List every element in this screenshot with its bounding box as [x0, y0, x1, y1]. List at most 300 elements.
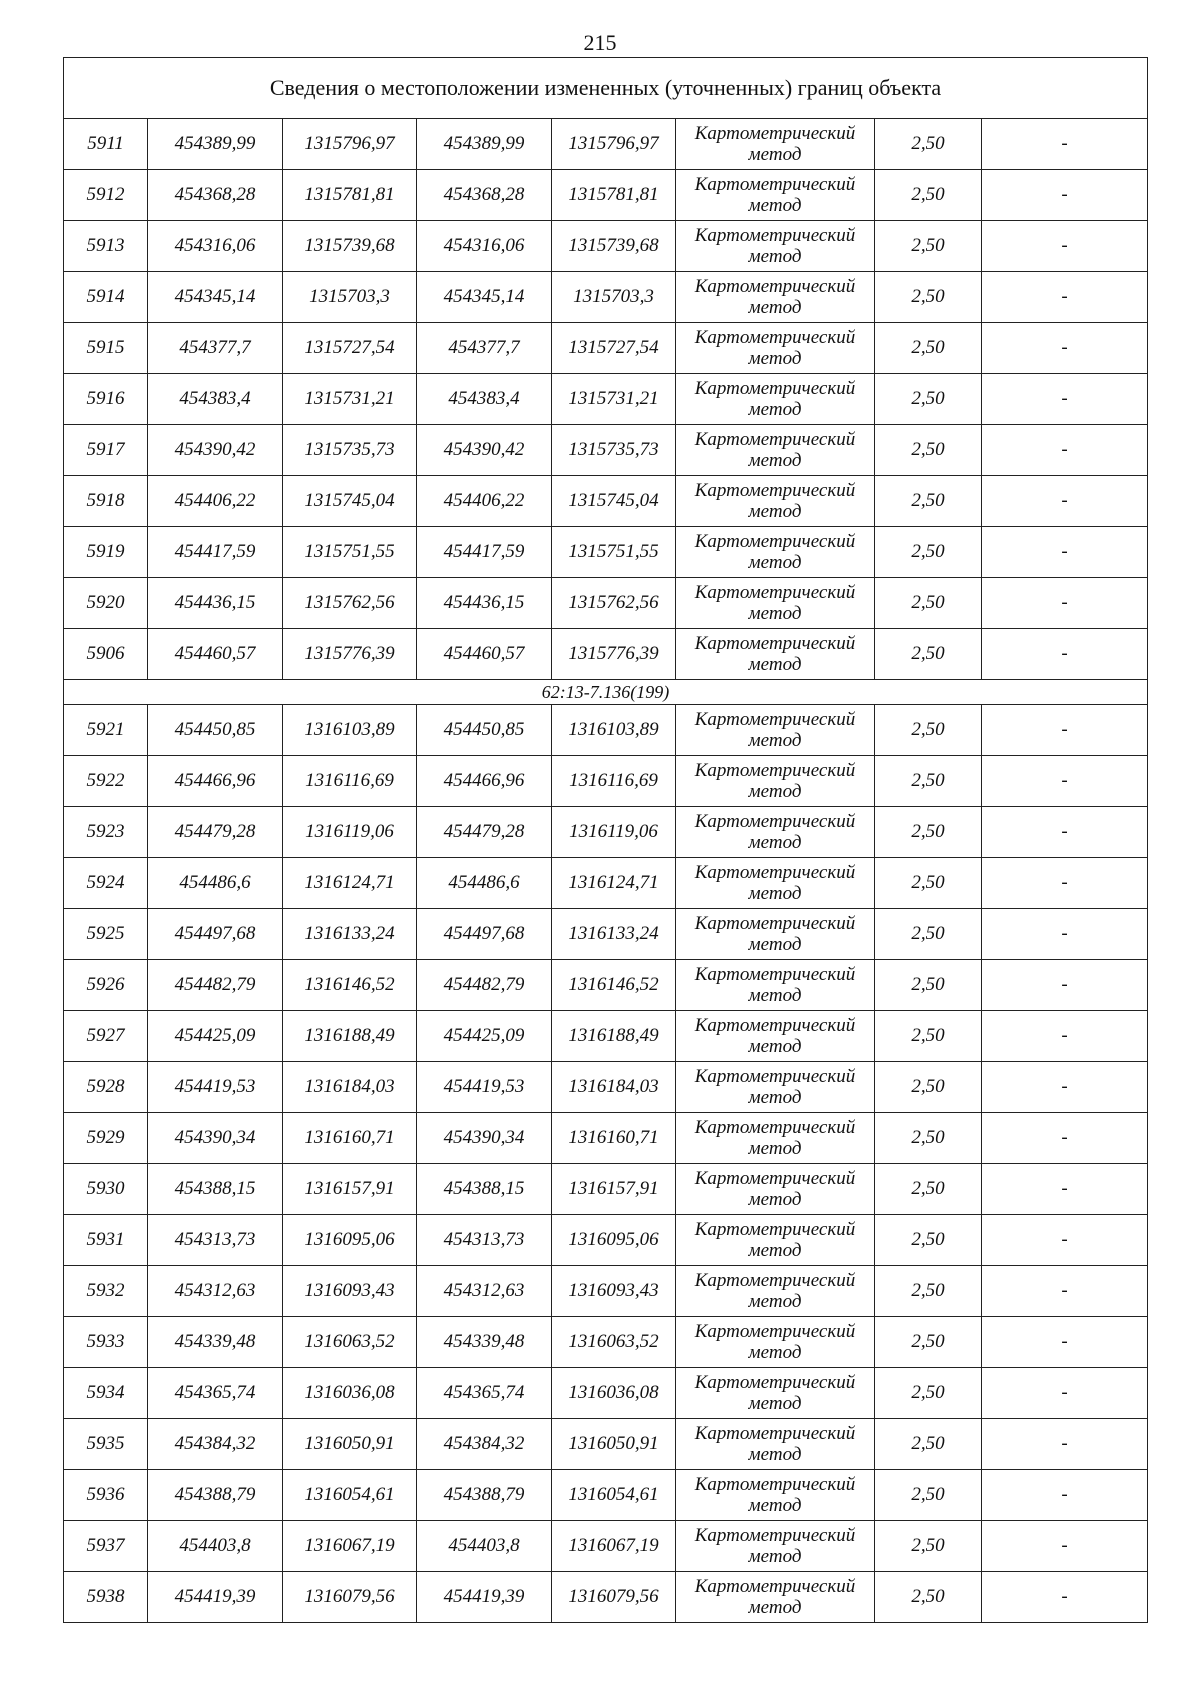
y-coordinate-refined-cell: 1315776,39 — [552, 629, 676, 680]
method-line-2: метод — [748, 730, 802, 751]
point-number-cell: 5911 — [64, 119, 148, 170]
method-line-1: Картометрический — [694, 1576, 856, 1597]
method-cell — [676, 1470, 875, 1521]
method-line-1: Картометрический — [694, 811, 856, 832]
method-line-2: метод — [748, 883, 802, 904]
note-cell: - — [982, 1215, 1148, 1266]
accuracy-cell: 2,50 — [875, 1521, 982, 1572]
accuracy-cell: 2,50 — [875, 1215, 982, 1266]
y-coordinate-existing-cell: 1316160,71 — [283, 1113, 417, 1164]
point-number-cell: 5928 — [64, 1062, 148, 1113]
method-line-1: Картометрический — [694, 709, 856, 730]
x-coordinate-refined-cell: 454388,15 — [417, 1164, 552, 1215]
accuracy-cell: 2,50 — [875, 527, 982, 578]
note-cell: - — [982, 1317, 1148, 1368]
method-line-1: Картометрический — [694, 913, 856, 934]
x-coordinate-refined-cell: 454486,6 — [417, 858, 552, 909]
note-cell: - — [982, 1062, 1148, 1113]
x-coordinate-existing-cell: 454497,68 — [148, 909, 283, 960]
y-coordinate-existing-cell: 1316124,71 — [283, 858, 417, 909]
note-cell: - — [982, 272, 1148, 323]
method-line-1: Картометрический — [694, 378, 856, 399]
point-number-cell: 5916 — [64, 374, 148, 425]
table-row — [64, 1062, 1148, 1113]
method-cell — [676, 1266, 875, 1317]
method-cell — [676, 909, 875, 960]
y-coordinate-existing-cell: 1315762,56 — [283, 578, 417, 629]
method-line-1: Картометрический — [694, 1270, 856, 1291]
y-coordinate-refined-cell: 1316079,56 — [552, 1572, 676, 1623]
accuracy-cell: 2,50 — [875, 1266, 982, 1317]
x-coordinate-existing-cell: 454345,14 — [148, 272, 283, 323]
point-number-cell: 5914 — [64, 272, 148, 323]
method-cell — [676, 578, 875, 629]
method-line-1: Картометрический — [694, 1066, 856, 1087]
table-row — [64, 1368, 1148, 1419]
note-cell: - — [982, 425, 1148, 476]
x-coordinate-existing-cell: 454389,99 — [148, 119, 283, 170]
accuracy-cell: 2,50 — [875, 119, 982, 170]
table-row — [64, 170, 1148, 221]
y-coordinate-existing-cell: 1316036,08 — [283, 1368, 417, 1419]
table-row — [64, 578, 1148, 629]
table-row — [64, 1470, 1148, 1521]
x-coordinate-existing-cell: 454388,79 — [148, 1470, 283, 1521]
method-cell — [676, 323, 875, 374]
point-number-cell: 5906 — [64, 629, 148, 680]
accuracy-cell: 2,50 — [875, 1011, 982, 1062]
y-coordinate-refined-cell: 1316184,03 — [552, 1062, 676, 1113]
table-row — [64, 323, 1148, 374]
method-cell — [676, 476, 875, 527]
method-line-2: метод — [748, 246, 802, 267]
method-line-2: метод — [748, 781, 802, 802]
accuracy-cell: 2,50 — [875, 1062, 982, 1113]
accuracy-cell: 2,50 — [875, 629, 982, 680]
method-cell — [676, 960, 875, 1011]
method-line-2: метод — [748, 1291, 802, 1312]
method-line-2: метод — [748, 603, 802, 624]
y-coordinate-existing-cell: 1315776,39 — [283, 629, 417, 680]
accuracy-cell: 2,50 — [875, 705, 982, 756]
y-coordinate-existing-cell: 1316050,91 — [283, 1419, 417, 1470]
method-line-1: Картометрический — [694, 582, 856, 603]
table-row — [64, 425, 1148, 476]
table-row — [64, 272, 1148, 323]
x-coordinate-existing-cell: 454403,8 — [148, 1521, 283, 1572]
method-line-1: Картометрический — [694, 1015, 856, 1036]
point-number-cell: 5927 — [64, 1011, 148, 1062]
table-row — [64, 807, 1148, 858]
y-coordinate-refined-cell: 1316160,71 — [552, 1113, 676, 1164]
accuracy-cell: 2,50 — [875, 807, 982, 858]
x-coordinate-refined-cell: 454313,73 — [417, 1215, 552, 1266]
y-coordinate-refined-cell: 1316119,06 — [552, 807, 676, 858]
y-coordinate-existing-cell: 1316184,03 — [283, 1062, 417, 1113]
method-line-1: Картометрический — [694, 123, 856, 144]
note-cell: - — [982, 1164, 1148, 1215]
point-number-cell: 5934 — [64, 1368, 148, 1419]
x-coordinate-refined-cell: 454384,32 — [417, 1419, 552, 1470]
method-line-1: Картометрический — [694, 276, 856, 297]
note-cell: - — [982, 629, 1148, 680]
x-coordinate-existing-cell: 454383,4 — [148, 374, 283, 425]
table-row — [64, 1011, 1148, 1062]
method-cell — [676, 1419, 875, 1470]
method-line-2: метод — [748, 348, 802, 369]
y-coordinate-refined-cell: 1316146,52 — [552, 960, 676, 1011]
y-coordinate-refined-cell: 1316063,52 — [552, 1317, 676, 1368]
point-number-cell: 5924 — [64, 858, 148, 909]
point-number-cell: 5913 — [64, 221, 148, 272]
method-line-2: метод — [748, 1342, 802, 1363]
y-coordinate-existing-cell: 1316188,49 — [283, 1011, 417, 1062]
method-line-1: Картометрический — [694, 1525, 856, 1546]
point-number-cell: 5938 — [64, 1572, 148, 1623]
x-coordinate-existing-cell: 454390,42 — [148, 425, 283, 476]
point-number-cell: 5921 — [64, 705, 148, 756]
x-coordinate-existing-cell: 454450,85 — [148, 705, 283, 756]
note-cell: - — [982, 1113, 1148, 1164]
method-line-2: метод — [748, 1597, 802, 1618]
accuracy-cell: 2,50 — [875, 323, 982, 374]
accuracy-cell: 2,50 — [875, 1572, 982, 1623]
method-cell — [676, 527, 875, 578]
accuracy-cell: 2,50 — [875, 425, 982, 476]
x-coordinate-refined-cell: 454368,28 — [417, 170, 552, 221]
method-line-2: метод — [748, 1138, 802, 1159]
point-number-cell: 5917 — [64, 425, 148, 476]
table-row — [64, 221, 1148, 272]
point-number-cell: 5920 — [64, 578, 148, 629]
accuracy-cell: 2,50 — [875, 476, 982, 527]
method-line-2: метод — [748, 654, 802, 675]
x-coordinate-refined-cell: 454419,39 — [417, 1572, 552, 1623]
method-line-1: Картометрический — [694, 1117, 856, 1138]
x-coordinate-refined-cell: 454466,96 — [417, 756, 552, 807]
note-cell: - — [982, 858, 1148, 909]
y-coordinate-refined-cell: 1316093,43 — [552, 1266, 676, 1317]
method-line-2: метод — [748, 934, 802, 955]
accuracy-cell: 2,50 — [875, 1419, 982, 1470]
method-line-2: метод — [748, 1495, 802, 1516]
x-coordinate-existing-cell: 454313,73 — [148, 1215, 283, 1266]
y-coordinate-refined-cell: 1316054,61 — [552, 1470, 676, 1521]
method-cell — [676, 1062, 875, 1113]
note-cell: - — [982, 527, 1148, 578]
method-cell — [676, 221, 875, 272]
y-coordinate-refined-cell: 1316133,24 — [552, 909, 676, 960]
y-coordinate-existing-cell: 1316095,06 — [283, 1215, 417, 1266]
method-cell — [676, 1368, 875, 1419]
y-coordinate-existing-cell: 1316119,06 — [283, 807, 417, 858]
x-coordinate-refined-cell: 454450,85 — [417, 705, 552, 756]
x-coordinate-refined-cell: 454339,48 — [417, 1317, 552, 1368]
x-coordinate-refined-cell: 454479,28 — [417, 807, 552, 858]
y-coordinate-refined-cell: 1315703,3 — [552, 272, 676, 323]
x-coordinate-existing-cell: 454417,59 — [148, 527, 283, 578]
x-coordinate-refined-cell: 454417,59 — [417, 527, 552, 578]
method-line-2: метод — [748, 195, 802, 216]
table-row — [64, 374, 1148, 425]
method-line-1: Картометрический — [694, 1168, 856, 1189]
y-coordinate-existing-cell: 1315739,68 — [283, 221, 417, 272]
y-coordinate-refined-cell: 1316050,91 — [552, 1419, 676, 1470]
y-coordinate-refined-cell: 1316036,08 — [552, 1368, 676, 1419]
method-line-2: метод — [748, 399, 802, 420]
method-line-1: Картометрический — [694, 1219, 856, 1240]
y-coordinate-existing-cell: 1316067,19 — [283, 1521, 417, 1572]
method-line-1: Картометрический — [694, 760, 856, 781]
table-row — [64, 1572, 1148, 1623]
x-coordinate-existing-cell: 454482,79 — [148, 960, 283, 1011]
x-coordinate-existing-cell: 454368,28 — [148, 170, 283, 221]
x-coordinate-existing-cell: 454339,48 — [148, 1317, 283, 1368]
x-coordinate-existing-cell: 454425,09 — [148, 1011, 283, 1062]
method-line-2: метод — [748, 552, 802, 573]
method-line-1: Картометрический — [694, 531, 856, 552]
accuracy-cell: 2,50 — [875, 272, 982, 323]
x-coordinate-refined-cell: 454388,79 — [417, 1470, 552, 1521]
table-body — [64, 58, 1148, 1623]
y-coordinate-existing-cell: 1316116,69 — [283, 756, 417, 807]
method-line-2: метод — [748, 1444, 802, 1465]
table-row — [64, 1113, 1148, 1164]
note-cell: - — [982, 960, 1148, 1011]
y-coordinate-existing-cell: 1315751,55 — [283, 527, 417, 578]
accuracy-cell: 2,50 — [875, 1368, 982, 1419]
x-coordinate-refined-cell: 454345,14 — [417, 272, 552, 323]
method-cell — [676, 629, 875, 680]
note-cell: - — [982, 1572, 1148, 1623]
page-number: 215 — [583, 30, 617, 55]
y-coordinate-existing-cell: 1315727,54 — [283, 323, 417, 374]
accuracy-cell: 2,50 — [875, 909, 982, 960]
method-line-2: метод — [748, 1036, 802, 1057]
method-line-2: метод — [748, 832, 802, 853]
table-row — [64, 119, 1148, 170]
method-line-2: метод — [748, 1393, 802, 1414]
x-coordinate-refined-cell: 454497,68 — [417, 909, 552, 960]
note-cell: - — [982, 1011, 1148, 1062]
method-line-2: метод — [748, 985, 802, 1006]
y-coordinate-refined-cell: 1316188,49 — [552, 1011, 676, 1062]
point-number-cell: 5937 — [64, 1521, 148, 1572]
y-coordinate-existing-cell: 1315781,81 — [283, 170, 417, 221]
y-coordinate-refined-cell: 1315745,04 — [552, 476, 676, 527]
x-coordinate-refined-cell: 454482,79 — [417, 960, 552, 1011]
point-number-cell: 5932 — [64, 1266, 148, 1317]
y-coordinate-existing-cell: 1315703,3 — [283, 272, 417, 323]
y-coordinate-refined-cell: 1315727,54 — [552, 323, 676, 374]
method-line-1: Картометрический — [694, 633, 856, 654]
x-coordinate-refined-cell: 454390,42 — [417, 425, 552, 476]
method-cell — [676, 1521, 875, 1572]
section-label: 62:13-7.136(199) — [64, 680, 1148, 705]
method-line-1: Картометрический — [694, 1372, 856, 1393]
table-row — [64, 960, 1148, 1011]
point-number-cell: 5931 — [64, 1215, 148, 1266]
accuracy-cell: 2,50 — [875, 578, 982, 629]
accuracy-cell: 2,50 — [875, 1317, 982, 1368]
y-coordinate-refined-cell: 1315739,68 — [552, 221, 676, 272]
method-line-1: Картометрический — [694, 1423, 856, 1444]
point-number-cell: 5926 — [64, 960, 148, 1011]
method-line-2: метод — [748, 450, 802, 471]
table-row — [64, 1266, 1148, 1317]
y-coordinate-refined-cell: 1316067,19 — [552, 1521, 676, 1572]
x-coordinate-existing-cell: 454479,28 — [148, 807, 283, 858]
accuracy-cell: 2,50 — [875, 858, 982, 909]
note-cell: - — [982, 119, 1148, 170]
y-coordinate-existing-cell: 1316157,91 — [283, 1164, 417, 1215]
method-cell — [676, 1164, 875, 1215]
method-cell — [676, 119, 875, 170]
note-cell: - — [982, 705, 1148, 756]
y-coordinate-refined-cell: 1316124,71 — [552, 858, 676, 909]
accuracy-cell: 2,50 — [875, 960, 982, 1011]
x-coordinate-existing-cell: 454388,15 — [148, 1164, 283, 1215]
y-coordinate-existing-cell: 1316079,56 — [283, 1572, 417, 1623]
table-row — [64, 1521, 1148, 1572]
method-line-1: Картометрический — [694, 429, 856, 450]
x-coordinate-refined-cell: 454316,06 — [417, 221, 552, 272]
method-cell — [676, 1113, 875, 1164]
note-cell: - — [982, 1266, 1148, 1317]
y-coordinate-refined-cell: 1315731,21 — [552, 374, 676, 425]
y-coordinate-refined-cell: 1315762,56 — [552, 578, 676, 629]
method-line-1: Картометрический — [694, 1474, 856, 1495]
x-coordinate-refined-cell: 454403,8 — [417, 1521, 552, 1572]
table-row — [64, 476, 1148, 527]
point-number-cell: 5922 — [64, 756, 148, 807]
x-coordinate-existing-cell: 454312,63 — [148, 1266, 283, 1317]
method-line-1: Картометрический — [694, 964, 856, 985]
method-line-2: метод — [748, 1087, 802, 1108]
y-coordinate-refined-cell: 1315735,73 — [552, 425, 676, 476]
method-line-2: метод — [748, 1546, 802, 1567]
y-coordinate-refined-cell: 1316103,89 — [552, 705, 676, 756]
y-coordinate-existing-cell: 1316093,43 — [283, 1266, 417, 1317]
x-coordinate-refined-cell: 454365,74 — [417, 1368, 552, 1419]
method-cell — [676, 272, 875, 323]
method-line-2: метод — [748, 501, 802, 522]
x-coordinate-refined-cell: 454389,99 — [417, 119, 552, 170]
table-row — [64, 1215, 1148, 1266]
y-coordinate-refined-cell: 1316095,06 — [552, 1215, 676, 1266]
method-cell — [676, 858, 875, 909]
x-coordinate-existing-cell: 454365,74 — [148, 1368, 283, 1419]
y-coordinate-existing-cell: 1316054,61 — [283, 1470, 417, 1521]
method-cell — [676, 705, 875, 756]
y-coordinate-refined-cell: 1316116,69 — [552, 756, 676, 807]
table-row — [64, 1419, 1148, 1470]
x-coordinate-refined-cell: 454419,53 — [417, 1062, 552, 1113]
y-coordinate-refined-cell: 1315796,97 — [552, 119, 676, 170]
method-cell — [676, 170, 875, 221]
point-number-cell: 5923 — [64, 807, 148, 858]
accuracy-cell: 2,50 — [875, 1164, 982, 1215]
method-line-1: Картометрический — [694, 225, 856, 246]
table-title: Сведения о местоположении измененных (уточненных) границ объекта — [64, 58, 1148, 119]
x-coordinate-refined-cell: 454390,34 — [417, 1113, 552, 1164]
method-cell — [676, 374, 875, 425]
accuracy-cell: 2,50 — [875, 756, 982, 807]
x-coordinate-refined-cell: 454377,7 — [417, 323, 552, 374]
x-coordinate-existing-cell: 454486,6 — [148, 858, 283, 909]
point-number-cell: 5936 — [64, 1470, 148, 1521]
section-row — [64, 680, 1148, 705]
note-cell: - — [982, 1368, 1148, 1419]
method-line-1: Картометрический — [694, 862, 856, 883]
point-number-cell: 5935 — [64, 1419, 148, 1470]
method-line-2: метод — [748, 297, 802, 318]
x-coordinate-refined-cell: 454312,63 — [417, 1266, 552, 1317]
x-coordinate-existing-cell: 454419,39 — [148, 1572, 283, 1623]
point-number-cell: 5912 — [64, 170, 148, 221]
method-line-2: метод — [748, 144, 802, 165]
y-coordinate-existing-cell: 1315796,97 — [283, 119, 417, 170]
method-cell — [676, 807, 875, 858]
method-cell — [676, 1011, 875, 1062]
point-number-cell: 5918 — [64, 476, 148, 527]
x-coordinate-existing-cell: 454384,32 — [148, 1419, 283, 1470]
x-coordinate-existing-cell: 454316,06 — [148, 221, 283, 272]
table-row — [64, 1317, 1148, 1368]
table-row — [64, 909, 1148, 960]
method-cell — [676, 425, 875, 476]
y-coordinate-refined-cell: 1315781,81 — [552, 170, 676, 221]
x-coordinate-refined-cell: 454406,22 — [417, 476, 552, 527]
note-cell: - — [982, 1470, 1148, 1521]
x-coordinate-refined-cell: 454460,57 — [417, 629, 552, 680]
note-cell: - — [982, 756, 1148, 807]
note-cell: - — [982, 323, 1148, 374]
point-number-cell: 5930 — [64, 1164, 148, 1215]
table-title-row — [64, 58, 1148, 119]
method-cell — [676, 1572, 875, 1623]
note-cell: - — [982, 909, 1148, 960]
x-coordinate-existing-cell: 454466,96 — [148, 756, 283, 807]
note-cell: - — [982, 1521, 1148, 1572]
boundary-coordinates-table — [63, 57, 1148, 1623]
note-cell: - — [982, 476, 1148, 527]
y-coordinate-refined-cell: 1315751,55 — [552, 527, 676, 578]
note-cell: - — [982, 374, 1148, 425]
x-coordinate-existing-cell: 454436,15 — [148, 578, 283, 629]
y-coordinate-existing-cell: 1316063,52 — [283, 1317, 417, 1368]
x-coordinate-existing-cell: 454377,7 — [148, 323, 283, 374]
note-cell: - — [982, 807, 1148, 858]
point-number-cell: 5919 — [64, 527, 148, 578]
x-coordinate-refined-cell: 454436,15 — [417, 578, 552, 629]
accuracy-cell: 2,50 — [875, 1470, 982, 1521]
accuracy-cell: 2,50 — [875, 1113, 982, 1164]
y-coordinate-refined-cell: 1316157,91 — [552, 1164, 676, 1215]
note-cell: - — [982, 578, 1148, 629]
table-row — [64, 705, 1148, 756]
table-row — [64, 1164, 1148, 1215]
accuracy-cell: 2,50 — [875, 221, 982, 272]
table-row — [64, 858, 1148, 909]
x-coordinate-existing-cell: 454406,22 — [148, 476, 283, 527]
y-coordinate-existing-cell: 1315735,73 — [283, 425, 417, 476]
table-row — [64, 629, 1148, 680]
method-line-1: Картометрический — [694, 1321, 856, 1342]
point-number-cell: 5925 — [64, 909, 148, 960]
point-number-cell: 5933 — [64, 1317, 148, 1368]
note-cell: - — [982, 1419, 1148, 1470]
